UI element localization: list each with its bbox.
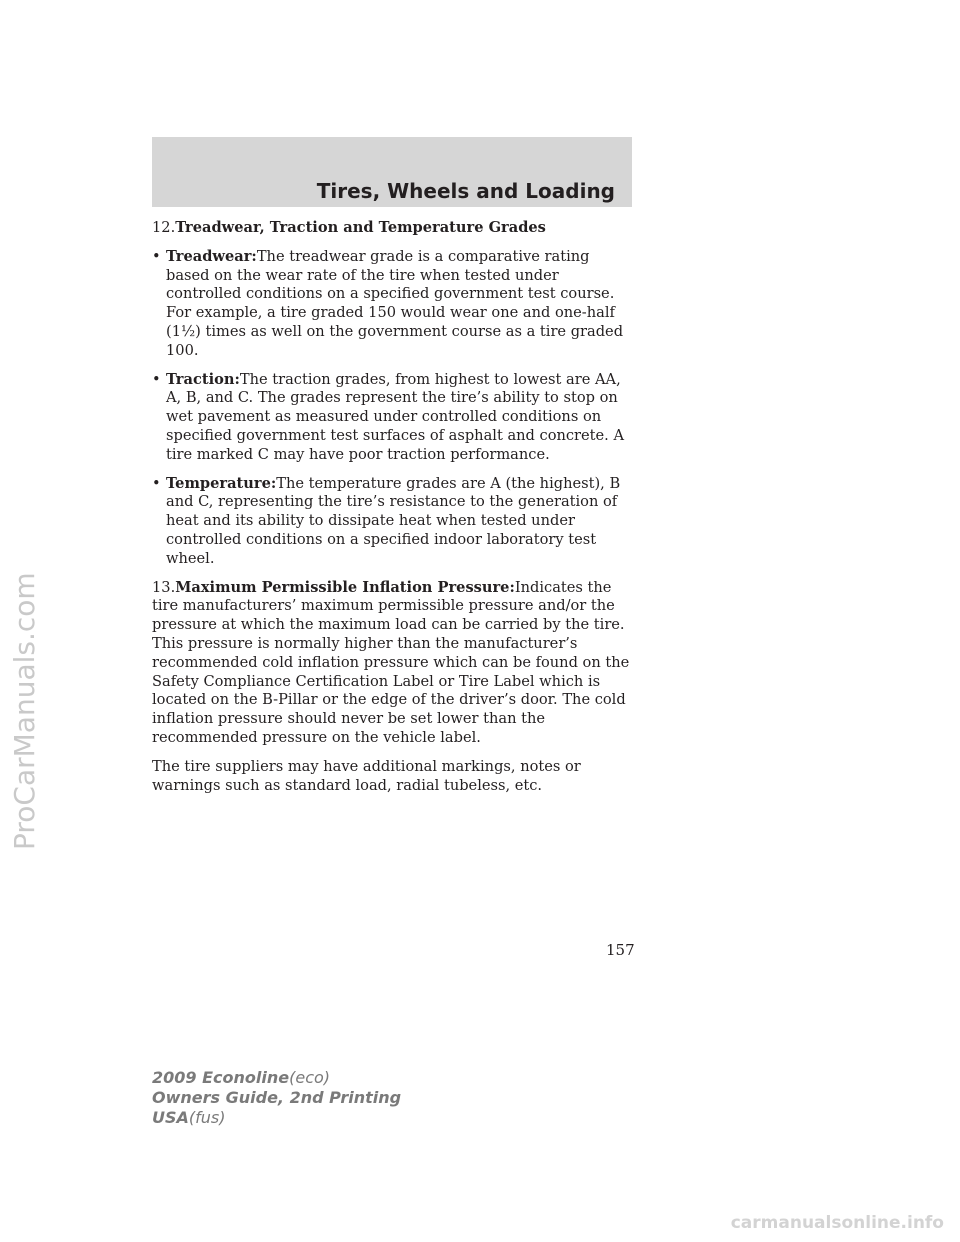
- bullet-treadwear: [152, 248, 632, 361]
- bullet-text: The temperature grades are A (the highest), B and C, representing the tire’s resistance to the generation of heat and its ability to dissipate heat when tested under controlled conditions on a specified indoor laboratory test wheel.: [166, 474, 621, 567]
- footer-model: 2009 Econoline: [152, 1068, 290, 1087]
- item-12-title: Treadwear, Traction and Temperature Grades: [175, 219, 546, 236]
- page-number: 157: [606, 941, 635, 959]
- footer-line-1: [152, 1068, 401, 1088]
- watermark-left: ProCarManuals.com: [8, 572, 41, 850]
- item-13-term: Maximum Permissible Inflation Pressure:: [175, 578, 515, 596]
- section-title: Tires, Wheels and Loading: [316, 179, 615, 203]
- footer-market-code: (fus): [188, 1108, 226, 1127]
- bullet-term: Treadwear:: [166, 247, 257, 265]
- bullet-temperature: [152, 475, 632, 569]
- section-header-band: [152, 137, 632, 207]
- item-13-paragraph: [152, 579, 632, 748]
- bullet-text: The treadwear grade is a comparative rating based on the wear rate of the tire when tested under controlled conditions on a specified government test course. For example, a tire graded 150 would wear one and one-half (1½) times as well on the government course as a tire graded 100.: [166, 247, 624, 359]
- footer-guide: Owners Guide, 2nd Printing: [152, 1088, 402, 1107]
- footer-line-2: [152, 1088, 401, 1108]
- page-content: [152, 219, 632, 805]
- bullet-mark: •: [152, 474, 161, 492]
- footer-line-3: [152, 1108, 401, 1128]
- bullet-term: Traction:: [166, 370, 240, 388]
- bullet-text: The traction grades, from highest to lowest are AA, A, B, and C. The grades represent the tire’s ability to stop on wet pavement as measured under controlled conditions on specified government test surfaces of asphalt and concrete. A tire marked C may have poor traction performance.: [166, 370, 624, 463]
- bullet-mark: •: [152, 370, 161, 388]
- item-13-text: Indicates the tire manufacturers’ maximum permissible pressure and/or the pressure at which the maximum load can be carried by the tire. This pressure is normally higher than the manufacturer’s recommended cold inflation pressure which can be found on the Safety Compliance Certification Label or Tire Label which is located on the B-Pillar or the edge of the driver’s door. The cold inflation pressure should never be set lower than the recommended pressure on the vehicle label.: [152, 578, 630, 746]
- footer-market: USA: [152, 1108, 189, 1127]
- item-13-number: 13.: [152, 578, 176, 596]
- footer-model-code: (eco): [289, 1068, 331, 1087]
- watermark-bottom: carmanualsonline.info: [730, 1213, 944, 1233]
- item-12-heading: [152, 219, 632, 238]
- bullet-traction: [152, 371, 632, 465]
- closing-paragraph: The tire suppliers may have additional markings, notes or warnings such as standard load, radial tubeless, etc.: [152, 757, 581, 794]
- bullet-mark: •: [152, 247, 161, 265]
- document-footer: [152, 1068, 401, 1128]
- bullet-term: Temperature:: [166, 474, 277, 492]
- item-12-number: 12.: [152, 219, 176, 236]
